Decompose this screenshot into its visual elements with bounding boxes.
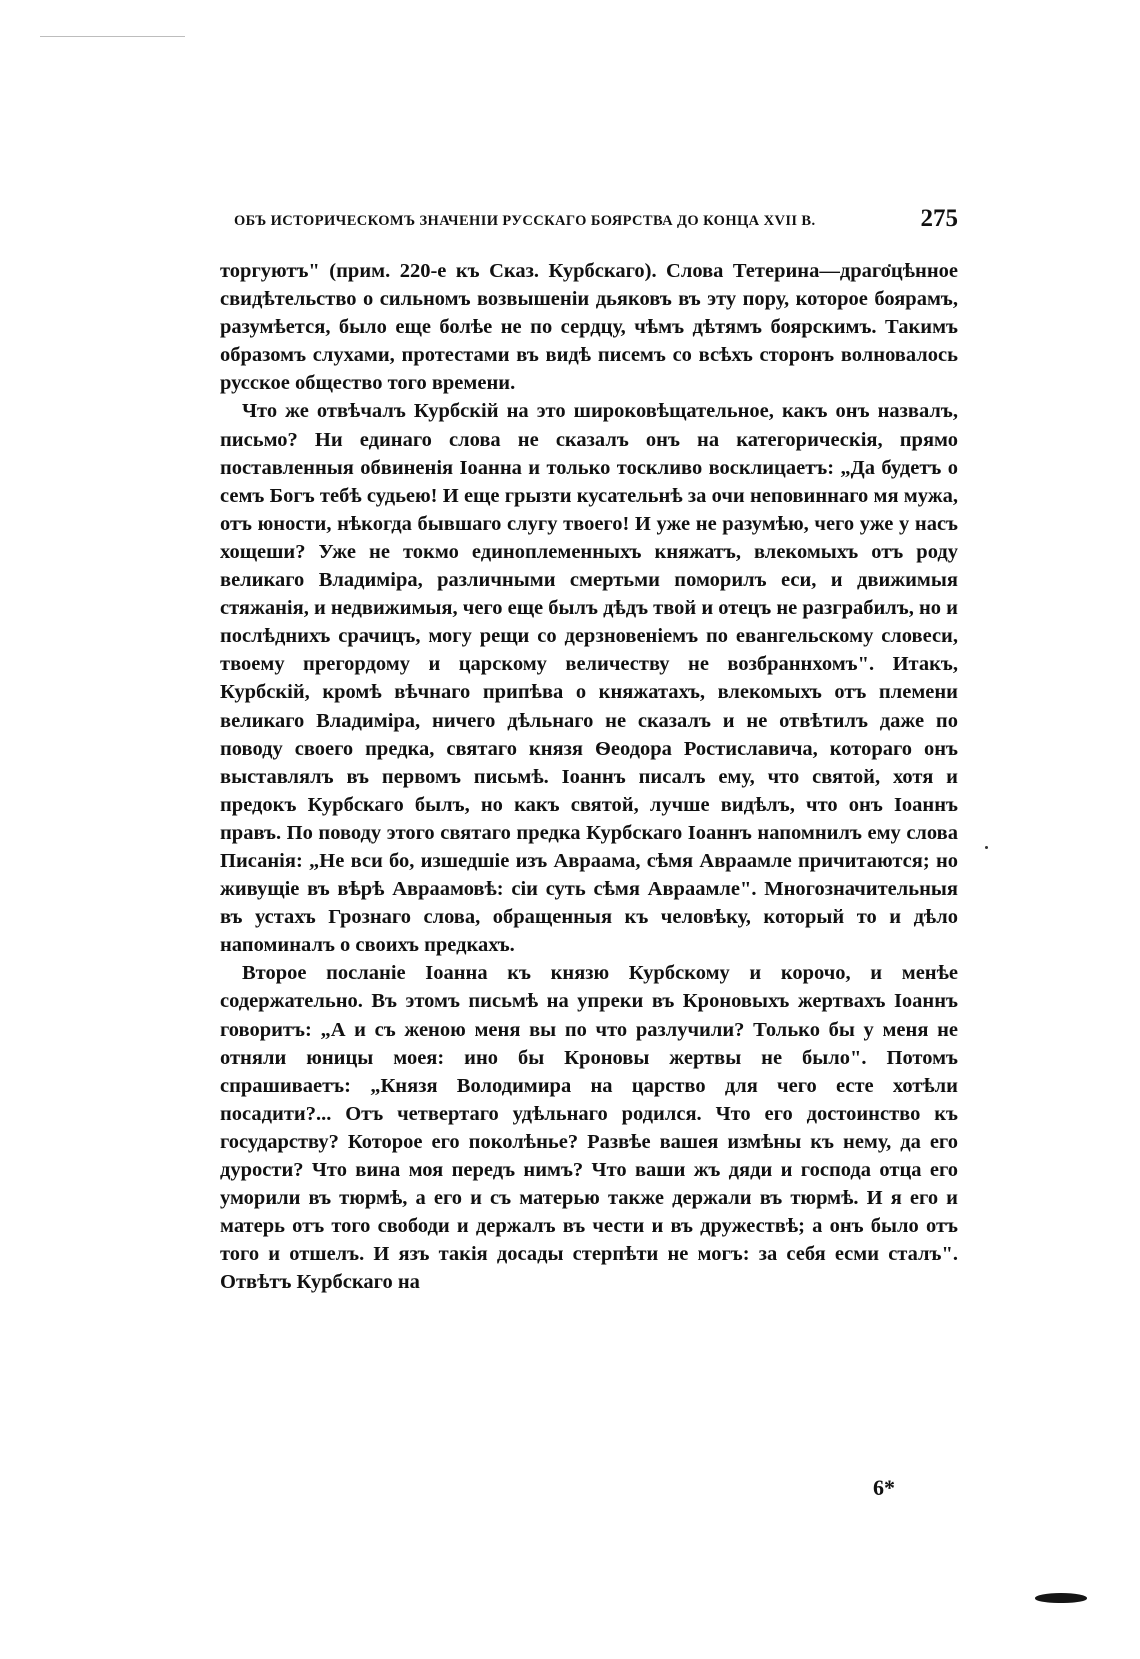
paragraph: Что же отвѣчалъ Курбскій на это широковѣщательное, какъ онъ назвалъ, письмо? Ни единаго слова не сказалъ онъ на категорическія, прямо поставленныя обвиненія Іоанна и только тоскливо восклицаетъ: „Да будетъ о семъ Богъ тебѣ судьею! И еще грызти кусательнѣ за очи неповиннаго мя мужа, отъ юности, нѣкогда бывшаго слугу твоего! И уже не разумѣю, чего уже у насъ хощеши? Уже не токмо единоплеменныхъ княжатъ, влекомыхъ отъ роду великаго Владиміра, различными смертьми поморилъ еси, и движимыя стяжанія, и недвижимыя, чего еще былъ дѣдъ твой и отецъ не разграбилъ, но и послѣднихъ срачицъ, могу рещи со дерзновеніемъ по евангельскому словеси, твоему прегордому и царскому величеству не возбраннхомъ". Итакъ, Курбскій, кромѣ вѣчнаго припѣва о княжатахъ, влекомыхъ отъ племени великаго Владиміра, ничего дѣльнаго не сказалъ и не отвѣтилъ даже по поводу своего предка, святаго князя Ѳеодора Ростиславича, котораго онъ выставлялъ въ первомъ письмѣ. Іоаннъ писалъ ему, что святой, хотя и предокъ Курбскаго былъ, но какъ святой, лучше видѣлъ, что онъ Іоаннъ правъ. По поводу этого святаго предка Курбскаго Іоаннъ напомнилъ ему слова Писанія: „Не вси бо, изшедшіе изъ Авраама, сѣмя Авраамле причитаются; но живущіе въ вѣрѣ Авраамовѣ: сіи суть сѣмя Авраамле". Многозначительныя въ устахъ Грознаго слова, обращенныя къ человѣку, который то и дѣло напоминалъ о своихъ предкахъ. (220, 400, 958, 957)
signature-mark: 6* (873, 1475, 895, 1500)
page-header (234, 205, 958, 235)
scan-speck (985, 846, 988, 849)
paragraph: Второе посланіе Іоанна къ князю Курбскому и корочо, и менѣе содержательно. Въ этомъ письмѣ на упреки въ Кроновыхъ жертвахъ Іоаннъ говоритъ: „А и съ женою меня вы по что разлучили? Только бы у меня не отняли юницы моея: ино бы Кроновы жертвы не было". Потомъ спрашиваетъ: „Князя Володимира на царство для чего есте хотѣли посадити?... Отъ четвертаго удѣльнаго родился. Что его достоинство къ государству? Которое его поколѣнье? Развѣе вашея измѣны къ нему, да его дурости? Что вина моя передъ нимъ? Что ваши жъ дяди и господа отца его уморили въ тюрмѣ, а его и съ матерью также держали въ тюрмѣ. И я его и матерь отъ того свободи и держалъ въ чести и въ дружествѣ; а онъ было отъ того и отшелъ. И язъ такія досады стерпѣти не могъ: за себя есми сталъ". Отвѣтъ Курбскаго на (220, 962, 958, 1294)
scan-blot (1035, 1593, 1087, 1603)
page-number: 275 (920, 205, 958, 232)
text-body (220, 257, 958, 1296)
paragraph-continuation: торгуютъ" (прим. 220-е къ Сказ. Курбскаго). Слова Тетерина—драгоцѣнное свидѣтельство о сильномъ возвышеніи дьяковъ въ эту пору, которое боярамъ, разумѣется, было еще болѣе не по сердцу, чѣмъ дѣтямъ боярскимъ. Такимъ образомъ слухами, протестами въ видѣ писемъ со всѣхъ сторонъ волновалось русское общество того времени. (220, 260, 958, 395)
running-title: ОБЪ ИСТОРИЧЕСКОМЪ ЗНАЧЕНІИ РУССКАГО БОЯРСТВА ДО КОНЦА XVII В. (234, 213, 816, 229)
scan-edge-line (40, 36, 185, 37)
